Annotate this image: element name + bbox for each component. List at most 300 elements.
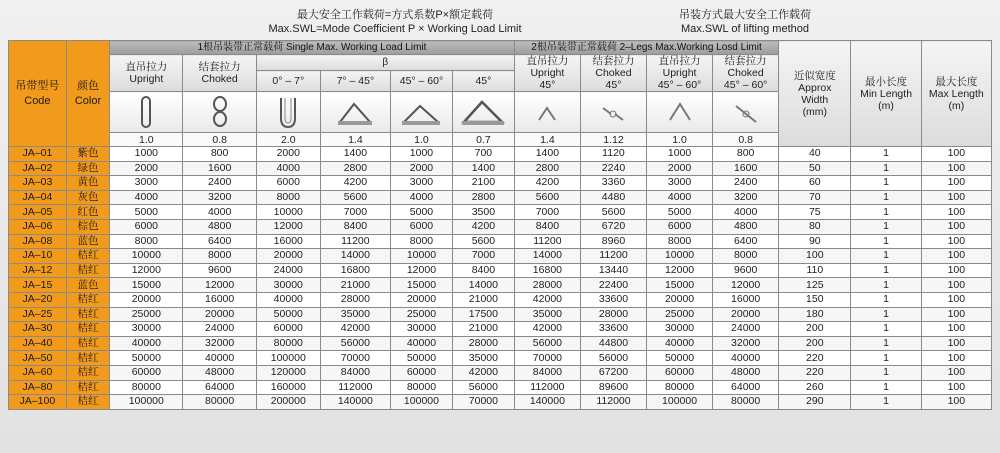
load-value-cell: 160000 xyxy=(256,380,320,395)
load-value-cell: 16000 xyxy=(713,292,779,307)
coefficient-cell: 1.4 xyxy=(320,133,390,147)
width-cell: 70 xyxy=(779,190,851,205)
load-value-cell: 4200 xyxy=(320,176,390,191)
load-value-cell: 16000 xyxy=(256,234,320,249)
load-value-cell: 100000 xyxy=(256,351,320,366)
angle-45-60-header: 45° – 60° xyxy=(390,71,452,92)
load-value-cell: 30000 xyxy=(110,322,183,337)
coefficient-cell: 0.8 xyxy=(183,133,256,147)
load-value-cell: 4000 xyxy=(183,205,256,220)
load-value-cell: 100000 xyxy=(390,395,452,410)
method-header xyxy=(660,8,830,36)
color-cell: 黄色 xyxy=(66,176,109,191)
load-value-cell: 15000 xyxy=(110,278,183,293)
max-length-cell: 100 xyxy=(921,351,991,366)
load-value-cell: 5600 xyxy=(580,205,646,220)
upright-header: 直吊拉力 Upright xyxy=(110,55,183,92)
load-value-cell: 8960 xyxy=(580,234,646,249)
basket-45-icon xyxy=(452,92,514,133)
load-value-cell: 3500 xyxy=(452,205,514,220)
color-cell: 桔红 xyxy=(66,351,109,366)
load-value-cell: 700 xyxy=(452,147,514,162)
min-length-cell: 1 xyxy=(851,380,921,395)
load-value-cell: 22400 xyxy=(580,278,646,293)
method-cn: 吊装方式最大安全工作载荷 xyxy=(679,9,811,21)
load-value-cell: 12000 xyxy=(647,263,713,278)
load-value-cell: 1600 xyxy=(183,161,256,176)
load-value-cell: 4200 xyxy=(514,176,580,191)
max-length-cell: 100 xyxy=(921,336,991,351)
load-value-cell: 8400 xyxy=(452,263,514,278)
load-value-cell: 100000 xyxy=(110,395,183,410)
color-cell: 蓝色 xyxy=(66,278,109,293)
code-cell: JA–25 xyxy=(9,307,67,322)
load-value-cell: 20000 xyxy=(713,307,779,322)
load-value-cell: 20000 xyxy=(110,292,183,307)
load-value-cell: 80000 xyxy=(183,395,256,410)
load-value-cell: 4480 xyxy=(580,190,646,205)
load-value-cell: 40000 xyxy=(110,336,183,351)
load-value-cell: 5000 xyxy=(390,205,452,220)
load-value-cell: 32000 xyxy=(713,336,779,351)
load-value-cell: 5000 xyxy=(110,205,183,220)
max-length-cell: 100 xyxy=(921,263,991,278)
max-length-cell: 100 xyxy=(921,278,991,293)
load-value-cell: 30000 xyxy=(647,322,713,337)
code-cell: JA–10 xyxy=(9,249,67,264)
coefficient-cell: 1.0 xyxy=(647,133,713,147)
table-row xyxy=(9,365,992,380)
width-cell: 220 xyxy=(779,351,851,366)
min-length-cell: 1 xyxy=(851,249,921,264)
tl-choked45-header: 结套拉力 Choked 45° xyxy=(580,55,646,92)
load-value-cell: 16800 xyxy=(320,263,390,278)
min-length-cell: 1 xyxy=(851,351,921,366)
load-value-cell: 1400 xyxy=(452,161,514,176)
code-cell: JA–12 xyxy=(9,263,67,278)
load-value-cell: 42000 xyxy=(320,322,390,337)
load-value-cell: 6000 xyxy=(647,219,713,234)
load-value-cell: 12000 xyxy=(390,263,452,278)
load-value-cell: 42000 xyxy=(514,292,580,307)
coefficient-cell: 1.0 xyxy=(390,133,452,147)
load-value-cell: 80000 xyxy=(390,380,452,395)
coefficient-cell: 1.0 xyxy=(110,133,183,147)
load-value-cell: 200000 xyxy=(256,395,320,410)
coefficient-cell: 0.7 xyxy=(452,133,514,147)
code-cell: JA–03 xyxy=(9,176,67,191)
tl-upright45-header: 直吊拉力 Upright 45° xyxy=(514,55,580,92)
load-value-cell: 70000 xyxy=(452,395,514,410)
load-value-cell: 6720 xyxy=(580,219,646,234)
min-length-cell: 1 xyxy=(851,234,921,249)
load-value-cell: 4000 xyxy=(110,190,183,205)
table-row xyxy=(9,278,992,293)
load-value-cell: 9600 xyxy=(183,263,256,278)
min-length-cell: 1 xyxy=(851,336,921,351)
load-value-cell: 5600 xyxy=(320,190,390,205)
two-leg-upright-icon xyxy=(514,92,580,133)
load-value-cell: 42000 xyxy=(452,365,514,380)
load-value-cell: 11200 xyxy=(320,234,390,249)
load-value-cell: 28000 xyxy=(452,336,514,351)
load-value-cell: 16000 xyxy=(183,292,256,307)
load-value-cell: 21000 xyxy=(452,292,514,307)
load-value-cell: 28000 xyxy=(514,278,580,293)
load-value-cell: 1400 xyxy=(320,147,390,162)
table-row xyxy=(9,322,992,337)
tl-choked4560-header: 结套拉力 Choked 45° – 60° xyxy=(713,55,779,92)
load-value-cell: 25000 xyxy=(647,307,713,322)
table-row xyxy=(9,205,992,220)
code-header: 吊带型号 Code xyxy=(9,41,67,147)
load-value-cell: 5600 xyxy=(514,190,580,205)
min-length-header: 最小长度 Min Length (m) xyxy=(851,41,921,147)
load-value-cell: 800 xyxy=(713,147,779,162)
load-value-cell: 2400 xyxy=(183,176,256,191)
min-length-cell: 1 xyxy=(851,219,921,234)
load-value-cell: 1400 xyxy=(514,147,580,162)
load-value-cell: 3360 xyxy=(580,176,646,191)
load-value-cell: 12000 xyxy=(110,263,183,278)
load-value-cell: 7000 xyxy=(514,205,580,220)
load-value-cell: 35000 xyxy=(452,351,514,366)
load-value-cell: 1000 xyxy=(390,147,452,162)
load-value-cell: 28000 xyxy=(320,292,390,307)
load-value-cell: 30000 xyxy=(390,322,452,337)
load-value-cell: 12000 xyxy=(256,219,320,234)
min-length-cell: 1 xyxy=(851,395,921,410)
formula-cn: 最大安全工作载荷=方式系数P×额定载荷 xyxy=(296,9,494,21)
min-length-cell: 1 xyxy=(851,307,921,322)
color-header: 颜色 Color xyxy=(66,41,109,147)
load-value-cell: 56000 xyxy=(580,351,646,366)
code-cell: JA–06 xyxy=(9,219,67,234)
load-value-cell: 50000 xyxy=(110,351,183,366)
load-value-cell: 112000 xyxy=(320,380,390,395)
table-row xyxy=(9,190,992,205)
load-value-cell: 48000 xyxy=(183,365,256,380)
load-value-cell: 4000 xyxy=(713,205,779,220)
load-value-cell: 33600 xyxy=(580,322,646,337)
coefficient-cell: 0.8 xyxy=(713,133,779,147)
load-value-cell: 33600 xyxy=(580,292,646,307)
code-cell: JA–20 xyxy=(9,292,67,307)
load-value-cell: 3200 xyxy=(183,190,256,205)
code-cell: JA–40 xyxy=(9,336,67,351)
load-value-cell: 10000 xyxy=(647,249,713,264)
min-length-cell: 1 xyxy=(851,263,921,278)
load-value-cell: 21000 xyxy=(320,278,390,293)
load-value-cell: 48000 xyxy=(713,365,779,380)
method-en: Max.SWL of lifting method xyxy=(681,23,809,35)
load-value-cell: 32000 xyxy=(183,336,256,351)
load-value-cell: 7000 xyxy=(320,205,390,220)
load-value-cell: 2240 xyxy=(580,161,646,176)
load-value-cell: 8000 xyxy=(110,234,183,249)
load-value-cell: 42000 xyxy=(514,322,580,337)
min-length-cell: 1 xyxy=(851,278,921,293)
color-cell: 桔红 xyxy=(66,307,109,322)
load-value-cell: 140000 xyxy=(514,395,580,410)
code-cell: JA–100 xyxy=(9,395,67,410)
load-value-cell: 17500 xyxy=(452,307,514,322)
load-value-cell: 2000 xyxy=(256,147,320,162)
width-cell: 200 xyxy=(779,322,851,337)
basket-7-45-icon xyxy=(320,92,390,133)
load-value-cell: 3200 xyxy=(713,190,779,205)
min-length-cell: 1 xyxy=(851,176,921,191)
load-value-cell: 2000 xyxy=(390,161,452,176)
load-value-cell: 6400 xyxy=(713,234,779,249)
two-legs-group-header: 2根吊装带正常载荷 2–Legs Max.Working Losd Limit xyxy=(514,41,778,55)
load-value-cell: 14000 xyxy=(320,249,390,264)
max-length-cell: 100 xyxy=(921,380,991,395)
color-cell: 灰色 xyxy=(66,190,109,205)
load-value-cell: 40000 xyxy=(256,292,320,307)
load-value-cell: 100000 xyxy=(647,395,713,410)
table-row xyxy=(9,249,992,264)
load-value-cell: 1000 xyxy=(110,147,183,162)
load-value-cell: 112000 xyxy=(580,395,646,410)
load-value-cell: 1600 xyxy=(713,161,779,176)
code-cell: JA–15 xyxy=(9,278,67,293)
color-cell: 蓝色 xyxy=(66,234,109,249)
load-value-cell: 12000 xyxy=(713,278,779,293)
load-value-cell: 35000 xyxy=(320,307,390,322)
load-value-cell: 64000 xyxy=(713,380,779,395)
min-length-cell: 1 xyxy=(851,147,921,162)
load-value-cell: 800 xyxy=(183,147,256,162)
load-value-cell: 56000 xyxy=(514,336,580,351)
load-value-cell: 24000 xyxy=(256,263,320,278)
load-value-cell: 84000 xyxy=(514,365,580,380)
code-cell: JA–08 xyxy=(9,234,67,249)
load-value-cell: 25000 xyxy=(110,307,183,322)
max-length-cell: 100 xyxy=(921,190,991,205)
load-value-cell: 35000 xyxy=(514,307,580,322)
load-value-cell: 56000 xyxy=(452,380,514,395)
table-body xyxy=(9,147,992,410)
two-leg-choked-icon xyxy=(580,92,646,133)
load-value-cell: 40000 xyxy=(183,351,256,366)
angle-45-header: 45° xyxy=(452,71,514,92)
load-value-cell: 10000 xyxy=(110,249,183,264)
color-cell: 桔红 xyxy=(66,292,109,307)
load-value-cell: 50000 xyxy=(390,351,452,366)
width-cell: 80 xyxy=(779,219,851,234)
max-length-cell: 100 xyxy=(921,395,991,410)
load-value-cell: 11200 xyxy=(514,234,580,249)
load-value-cell: 80000 xyxy=(713,395,779,410)
basket-45-60-icon xyxy=(390,92,452,133)
width-cell: 90 xyxy=(779,234,851,249)
color-cell: 桔红 xyxy=(66,380,109,395)
load-value-cell: 4000 xyxy=(647,190,713,205)
load-value-cell: 5600 xyxy=(452,234,514,249)
load-value-cell: 16800 xyxy=(514,263,580,278)
choked-header: 结套拉力 Choked xyxy=(183,55,256,92)
load-value-cell: 89600 xyxy=(580,380,646,395)
width-cell: 180 xyxy=(779,307,851,322)
single-group-header: 1根吊装带正常载荷 Single Max. Working Load Limit xyxy=(110,41,515,55)
load-value-cell: 70000 xyxy=(320,351,390,366)
max-length-cell: 100 xyxy=(921,234,991,249)
max-length-cell: 100 xyxy=(921,322,991,337)
load-value-cell: 20000 xyxy=(390,292,452,307)
load-value-cell: 21000 xyxy=(452,322,514,337)
code-cell: JA–30 xyxy=(9,322,67,337)
code-cell: JA–80 xyxy=(9,380,67,395)
basket-sling-icon xyxy=(256,92,320,133)
load-value-cell: 80000 xyxy=(256,336,320,351)
code-cell: JA–04 xyxy=(9,190,67,205)
min-length-cell: 1 xyxy=(851,365,921,380)
color-cell: 红色 xyxy=(66,205,109,220)
load-value-cell: 4800 xyxy=(713,219,779,234)
width-cell: 125 xyxy=(779,278,851,293)
load-value-cell: 8000 xyxy=(183,249,256,264)
color-cell: 桔红 xyxy=(66,365,109,380)
load-value-cell: 8000 xyxy=(256,190,320,205)
load-value-cell: 60000 xyxy=(390,365,452,380)
min-length-cell: 1 xyxy=(851,322,921,337)
upright-sling-icon xyxy=(110,92,183,133)
load-value-cell: 40000 xyxy=(390,336,452,351)
two-leg-choked-45-60-icon xyxy=(713,92,779,133)
code-cell: JA–60 xyxy=(9,365,67,380)
color-cell: 绿色 xyxy=(66,161,109,176)
load-value-cell: 4200 xyxy=(452,219,514,234)
load-value-cell: 12000 xyxy=(183,278,256,293)
load-value-cell: 50000 xyxy=(256,307,320,322)
min-length-cell: 1 xyxy=(851,190,921,205)
max-length-cell: 100 xyxy=(921,292,991,307)
load-value-cell: 3000 xyxy=(647,176,713,191)
table-row xyxy=(9,161,992,176)
table-row xyxy=(9,176,992,191)
color-cell: 桔红 xyxy=(66,263,109,278)
tl-upright4560-header: 直吊拉力 Upright 45° – 60° xyxy=(647,55,713,92)
load-value-cell: 20000 xyxy=(256,249,320,264)
load-value-cell: 14000 xyxy=(452,278,514,293)
load-value-cell: 3000 xyxy=(110,176,183,191)
max-length-cell: 100 xyxy=(921,249,991,264)
load-value-cell: 40000 xyxy=(713,351,779,366)
load-value-cell: 8400 xyxy=(320,219,390,234)
load-value-cell: 25000 xyxy=(390,307,452,322)
max-length-cell: 100 xyxy=(921,161,991,176)
load-value-cell: 4000 xyxy=(256,161,320,176)
load-value-cell: 11200 xyxy=(580,249,646,264)
color-cell: 桔红 xyxy=(66,336,109,351)
load-value-cell: 40000 xyxy=(647,336,713,351)
load-value-cell: 2100 xyxy=(452,176,514,191)
max-length-header: 最大长度 Max Length (m) xyxy=(921,41,991,147)
load-value-cell: 8000 xyxy=(647,234,713,249)
load-value-cell: 67200 xyxy=(580,365,646,380)
two-leg-upright-45-60-icon xyxy=(647,92,713,133)
load-value-cell: 8400 xyxy=(514,219,580,234)
load-value-cell: 8000 xyxy=(390,234,452,249)
table-row xyxy=(9,219,992,234)
angle-7-45-header: 7° – 45° xyxy=(320,71,390,92)
load-value-cell: 64000 xyxy=(183,380,256,395)
width-cell: 110 xyxy=(779,263,851,278)
width-cell: 60 xyxy=(779,176,851,191)
width-cell: 200 xyxy=(779,336,851,351)
table-row xyxy=(9,263,992,278)
coefficient-cell: 1.4 xyxy=(514,133,580,147)
load-value-cell: 120000 xyxy=(256,365,320,380)
code-cell: JA–01 xyxy=(9,147,67,162)
load-value-cell: 13440 xyxy=(580,263,646,278)
angle-0-7-header: 0° – 7° xyxy=(256,71,320,92)
load-value-cell: 2800 xyxy=(514,161,580,176)
table-row xyxy=(9,336,992,351)
load-value-cell: 56000 xyxy=(320,336,390,351)
min-length-cell: 1 xyxy=(851,205,921,220)
working-load-table xyxy=(8,40,992,410)
load-value-cell: 28000 xyxy=(580,307,646,322)
load-value-cell: 4800 xyxy=(183,219,256,234)
max-length-cell: 100 xyxy=(921,205,991,220)
load-value-cell: 20000 xyxy=(647,292,713,307)
load-value-cell: 2000 xyxy=(647,161,713,176)
width-cell: 260 xyxy=(779,380,851,395)
load-value-cell: 15000 xyxy=(647,278,713,293)
load-value-cell: 84000 xyxy=(320,365,390,380)
color-cell: 桔红 xyxy=(66,322,109,337)
load-value-cell: 1000 xyxy=(647,147,713,162)
load-value-cell: 50000 xyxy=(647,351,713,366)
load-value-cell: 15000 xyxy=(390,278,452,293)
formula-en: Max.SWL=Mode Coefficient P × Working Load Limit xyxy=(268,23,522,35)
load-value-cell: 80000 xyxy=(110,380,183,395)
width-cell: 100 xyxy=(779,249,851,264)
coefficient-cell: 1.12 xyxy=(580,133,646,147)
load-value-cell: 6000 xyxy=(256,176,320,191)
load-value-cell: 70000 xyxy=(514,351,580,366)
color-cell: 桔红 xyxy=(66,395,109,410)
load-value-cell: 6000 xyxy=(390,219,452,234)
max-length-cell: 100 xyxy=(921,147,991,162)
load-value-cell: 14000 xyxy=(514,249,580,264)
table-row xyxy=(9,234,992,249)
load-value-cell: 20000 xyxy=(183,307,256,322)
color-cell: 棕色 xyxy=(66,219,109,234)
code-cell: JA–02 xyxy=(9,161,67,176)
table-row xyxy=(9,351,992,366)
load-value-cell: 3000 xyxy=(390,176,452,191)
width-cell: 75 xyxy=(779,205,851,220)
max-length-cell: 100 xyxy=(921,176,991,191)
load-value-cell: 2800 xyxy=(452,190,514,205)
load-value-cell: 10000 xyxy=(390,249,452,264)
max-length-cell: 100 xyxy=(921,219,991,234)
load-value-cell: 2000 xyxy=(110,161,183,176)
load-value-cell: 24000 xyxy=(713,322,779,337)
table-row xyxy=(9,147,992,162)
load-value-cell: 60000 xyxy=(256,322,320,337)
load-value-cell: 7000 xyxy=(452,249,514,264)
min-length-cell: 1 xyxy=(851,292,921,307)
load-value-cell: 8000 xyxy=(713,249,779,264)
load-value-cell: 2400 xyxy=(713,176,779,191)
load-value-cell: 44800 xyxy=(580,336,646,351)
width-cell: 40 xyxy=(779,147,851,162)
table-row xyxy=(9,380,992,395)
